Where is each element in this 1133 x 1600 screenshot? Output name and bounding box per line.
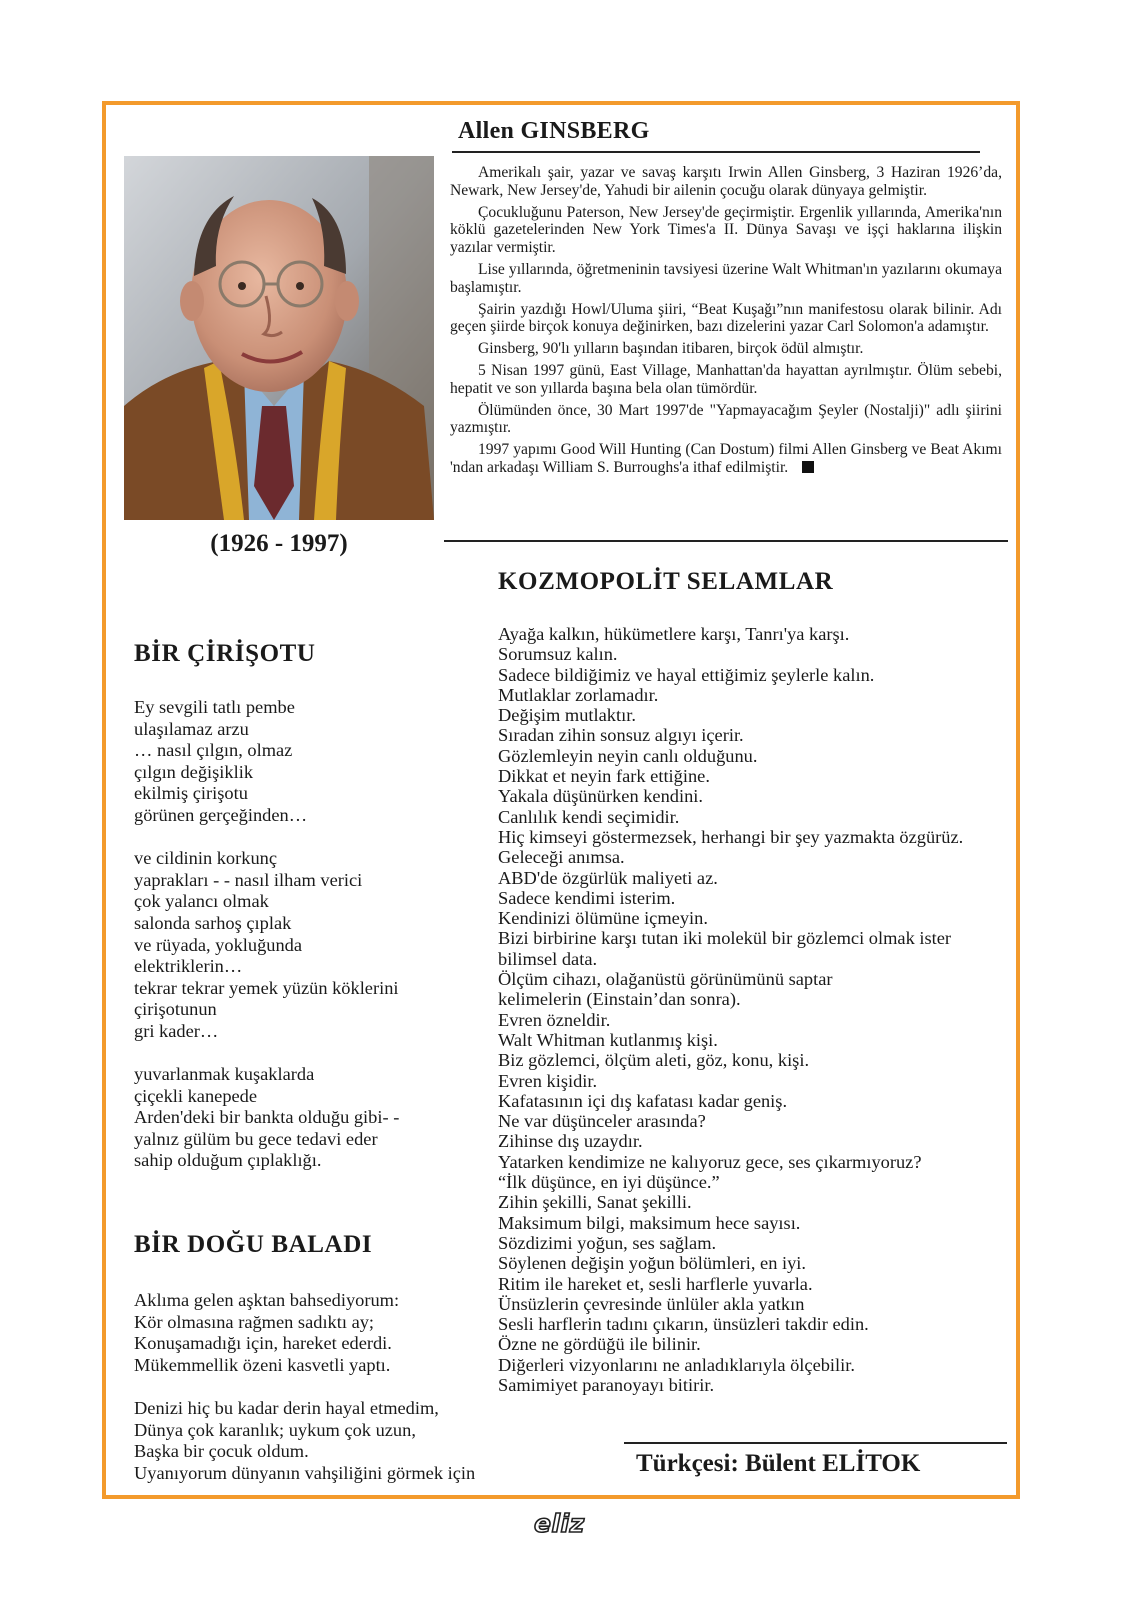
poem-line: Sadece kendimi isterim.	[498, 887, 676, 908]
poem-line: Walt Whitman kutlanmış kişi.	[498, 1029, 718, 1050]
poem-line: ulaşılamaz arzu	[134, 718, 249, 739]
poem-dogu-baladi	[134, 1290, 475, 1506]
poem-line: Bizi birbirine karşı tutan iki molekül bir gözlemci olmak ister	[498, 928, 952, 949]
poem-line: ekilmiş çirişotu	[134, 783, 248, 804]
poem-line: bilimsel data.	[498, 948, 598, 969]
poem-line: Yakala düşünürken kendini.	[498, 786, 703, 807]
poem-line: Ayağa kalkın, hükümetlere karşı, Tanrı'ya karşı.	[498, 624, 850, 644]
bio-paragraph: Lise yıllarında, öğretmeninin tavsiyesi üzerine Walt Whitman'ın yazılarını okumaya başlamıştır.	[450, 260, 1002, 296]
poem-line: Evren özneldir.	[498, 1009, 611, 1030]
biography	[450, 164, 1002, 481]
bio-paragraph: Şairin yazdığı Howl/Uluma şiiri, “Beat Kuşağı”nın manifestosu olarak bilinir. Adı geçen şiirde birçok konuya değinirken, bazı dizelerini yazar Carl Solomon'a adamıştır.	[450, 300, 1002, 336]
poem-line: Mutlaklar zorlamadır.	[498, 684, 659, 705]
poem-line: Maksimum bilgi, maksimum hece sayısı.	[498, 1212, 801, 1233]
poem-stanza	[134, 848, 399, 1042]
poem-line: Konuşamadığı için, hareket ederdi.	[134, 1333, 392, 1354]
poem-line: Biz gözlemci, ölçüm aleti, göz, konu, kişi.	[498, 1050, 810, 1071]
poem-stanza	[134, 1064, 399, 1172]
poem-line: Zihinse dış uzaydır.	[498, 1131, 643, 1152]
poem-line: görünen gerçeğinden…	[134, 804, 308, 825]
bio-divider	[444, 540, 1008, 542]
poem-title-kozmopolit: KOZMOPOLİT SELAMLAR	[498, 568, 834, 595]
poem-line: Değişim mutlaktır.	[498, 705, 636, 726]
poem-line: salonda sarhoş çıplak	[134, 912, 292, 933]
poem-title-cirisotu: BİR ÇİRİŞOTU	[134, 640, 316, 667]
poem-line: Ne var düşünceler arasında?	[498, 1111, 706, 1132]
bio-paragraph-last	[450, 441, 1002, 477]
poem-line: Canlılık kendi seçimidir.	[498, 806, 680, 827]
poem-line: Zihin şekilli, Sanat şekilli.	[498, 1192, 692, 1213]
poem-line: çılgın değişiklik	[134, 761, 254, 782]
bio-paragraph: Çocukluğunu Paterson, New Jersey'de geçirmiştir. Ergenlik yıllarında, Amerika'nın köklü gazetelerinden New York Times'a II. Dünya Savaşı ve işçi haklarına ilişkin yazılar vermiştir.	[450, 203, 1002, 257]
translator-credit: Türkçesi: Bülent ELİTOK	[636, 1450, 921, 1477]
poem-line: Diğerleri vizyonlarını ne anladıklarıyla ölçebilir.	[498, 1354, 855, 1375]
poem-line: Ünsüzlerin çevresinde ünlüler akla yatkın	[498, 1293, 805, 1314]
poem-line: Ey sevgili tatlı pembe	[134, 697, 295, 717]
poem-line: ve cildinin korkunç	[134, 848, 278, 869]
poem-line: sahip olduğum çıplaklığı.	[134, 1150, 322, 1171]
poem-line: Başka bir çocuk oldum.	[134, 1441, 309, 1462]
bio-paragraph: Ölümünden önce, 30 Mart 1997'de "Yapmayacağım Şeyler (Nostalji)" adlı şiirini yazmıştır.	[450, 401, 1002, 437]
poem-line: Sorumsuz kalın.	[498, 644, 618, 665]
poem-line: ve rüyada, yokluğunda	[134, 934, 303, 955]
poem-line: çok yalancı olmak	[134, 891, 269, 912]
poem-line: tekrar tekrar yemek yüzün köklerini	[134, 977, 399, 998]
translator-divider	[624, 1442, 1007, 1444]
poem-line: Denizi hiç bu kadar derin hayal etmedim,	[134, 1397, 439, 1418]
poem-line: Ritim ile hareket et, sesli harflerle yuvarla.	[498, 1273, 813, 1294]
poem-line: çirişotunun	[134, 999, 217, 1020]
poem-line: Kör olmasına rağmen sadıktı ay;	[134, 1311, 375, 1332]
author-name: Allen GINSBERG	[458, 118, 650, 144]
poem-line: Geleceği anımsa.	[498, 847, 625, 868]
poem-line: Uyanıyorum dünyanın vahşiliğini görmek için	[134, 1462, 476, 1483]
poem-line: Samimiyet paranoyayı bitirir.	[498, 1374, 715, 1395]
poem-stanza	[134, 1290, 475, 1376]
title-divider	[452, 151, 980, 153]
poem-title-dogu-baladi: BİR DOĞU BALADI	[134, 1231, 373, 1258]
poem-line: Aklıma gelen aşktan bahsediyorum:	[134, 1290, 400, 1310]
poem-line: Arden'deki bir bankta olduğu gibi- -	[134, 1107, 400, 1128]
poem-line: … nasıl çılgın, olmaz	[134, 740, 293, 761]
poem-line: Dünya çok karanlık; uykum çok uzun,	[134, 1419, 416, 1440]
poem-line: yaprakları - - nasıl ilham verici	[134, 869, 363, 890]
end-mark-icon	[802, 461, 814, 473]
poem-line: Söylenen değişin yoğun bölümleri, en iyi.	[498, 1253, 807, 1274]
poem-line: elektriklerin…	[134, 956, 243, 977]
poem-line: gri kader…	[134, 1020, 219, 1041]
poem-stanza	[134, 697, 399, 827]
poem-line: Ölçüm cihazı, olağanüstü görünümünü saptar	[498, 969, 833, 990]
poem-line: Yatarken kendimize ne kalıyoruz gece, ses çıkarmıyoruz?	[498, 1151, 922, 1172]
poem-line: Sadece bildiğimiz ve hayal ettiğimiz şeylerle kalın.	[498, 664, 875, 685]
bio-last-text: 1997 yapımı Good Will Hunting (Can Dostum) filmi Allen Ginsberg ve Beat Akımı 'ndan arkadaşı William S. Burroughs'a ithaf edilmiştir.	[450, 441, 1002, 476]
poem-line: Kendinizi ölümüne içmeyin.	[498, 908, 708, 929]
poem-line: kelimelerin (Einstain’dan sonra).	[498, 989, 741, 1010]
bio-paragraph: Ginsberg, 90'lı yılların başından itibaren, birçok ödül almıştır.	[478, 340, 864, 358]
poem-line: Gözlemleyin neyin canlı olduğunu.	[498, 745, 758, 766]
publisher-logo: eliz	[534, 1509, 585, 1538]
poem-line: Evren kişidir.	[498, 1070, 598, 1091]
poem-line: Sesli harflerin tadını çıkarın, ünsüzleri takdir edin.	[498, 1314, 869, 1335]
poem-line: Hiç kimseyi göstermezsek, herhangi bir şey yazmakta özgürüz.	[498, 826, 964, 847]
poem-line: yalnız gülüm bu gece tedavi eder	[134, 1128, 378, 1149]
poem-line: Kafatasının içi dış kafatası kadar geniş.	[498, 1090, 788, 1111]
poem-line: Sözdizimi yoğun, ses sağlam.	[498, 1232, 717, 1253]
poem-line: “İlk düşünce, en iyi düşünce.”	[498, 1172, 720, 1193]
author-portrait	[124, 156, 434, 520]
poem-line: Sıradan zihin sonsuz algıyı içerir.	[498, 725, 744, 746]
poem-kozmopolit	[498, 624, 963, 1395]
bio-paragraph: 5 Nisan 1997 günü, East Village, Manhattan'da hayattan ayrılmıştır. Ölüm sebebi, hepatit ve son yıllarda başına bela olan tümördür.	[450, 361, 1002, 397]
poem-stanza	[134, 1398, 475, 1484]
poem-cirisotu	[134, 697, 399, 1194]
author-lifespan: (1926 - 1997)	[210, 530, 348, 557]
poem-line: ABD'de özgürlük maliyeti az.	[498, 867, 718, 888]
poem-line: çiçekli kanepede	[134, 1085, 258, 1106]
poem-line: yuvarlanmak kuşaklarda	[134, 1064, 315, 1085]
bio-paragraph: Amerikalı şair, yazar ve savaş karşıtı Irwin Allen Ginsberg, 3 Haziran 1926’da, Newark, New Jersey'de, Yahudi bir ailenin çocuğu olarak dünyaya gelmiştir.	[450, 164, 1002, 199]
portrait-illustration	[124, 156, 434, 520]
poem-line: Dikkat et neyin fark ettiğine.	[498, 766, 710, 787]
poem-line: Özne ne gördüğü ile bilinir.	[498, 1334, 701, 1355]
poem-line: Mükemmellik özeni kasvetli yaptı.	[134, 1354, 391, 1375]
